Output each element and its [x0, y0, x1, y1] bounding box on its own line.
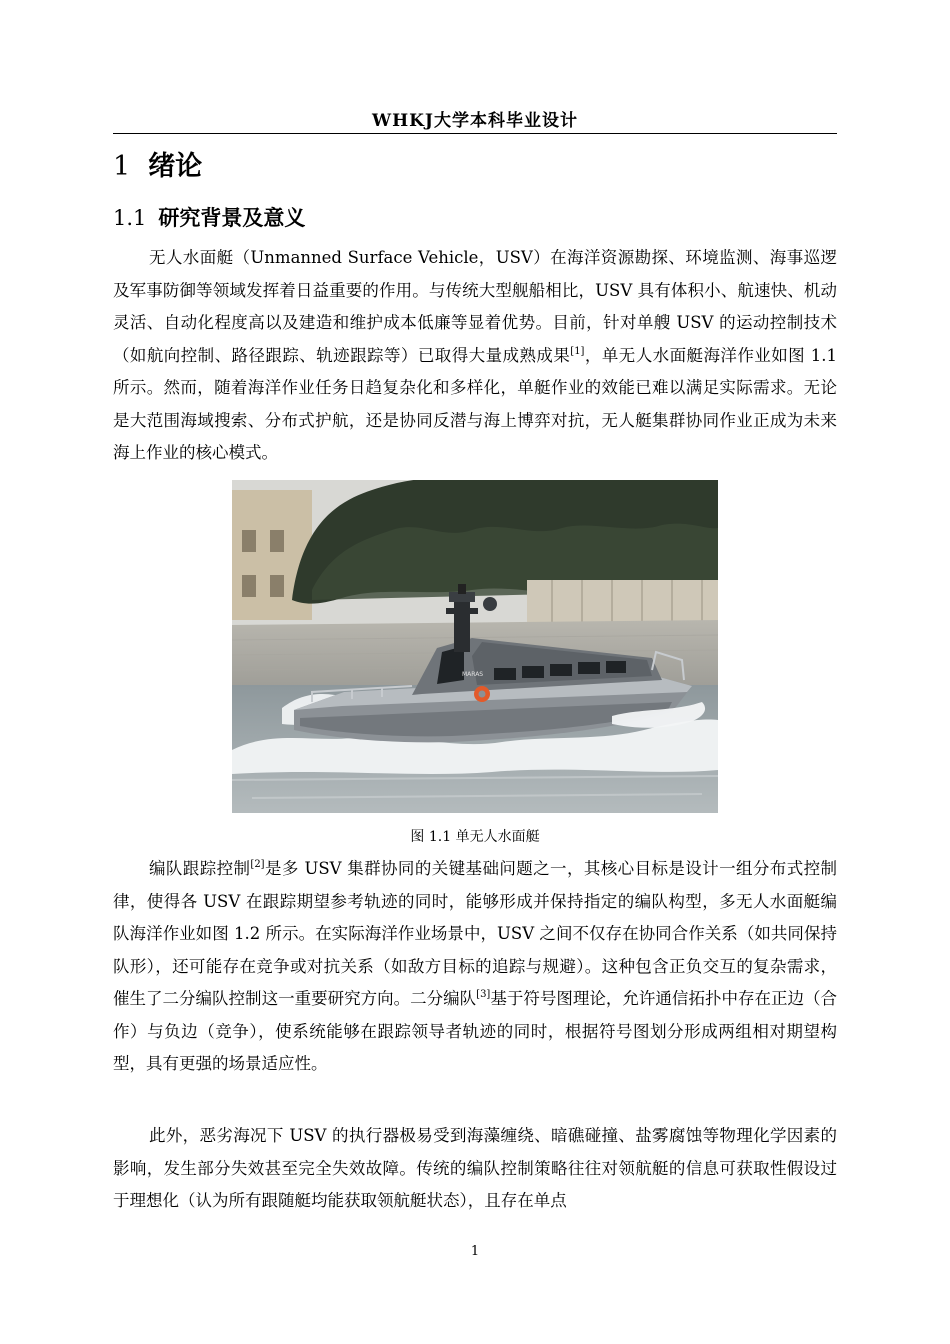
citation-ref[interactable]: [3]	[476, 989, 491, 1000]
section-title: 研究背景及意义	[158, 206, 306, 230]
chapter-number: 1	[113, 151, 131, 182]
usv-photo	[232, 480, 718, 813]
chapter-title: 绪论	[148, 151, 203, 182]
header-rule	[113, 133, 837, 134]
photo-wall	[527, 580, 718, 624]
chapter-heading	[113, 144, 202, 183]
photo-boat-mast	[454, 600, 470, 652]
paragraph-text: 基于符号图理论，允许通信拓扑中存在正边（合作）与负边（竞争），使系统能够在跟踪领导者轨迹的同时，根据符号图划分形成两组相对期望构型，具有更强的场景适应性。	[113, 989, 838, 1073]
paragraph-text: 无人水面艇（Unmanned Surface Vehicle，USV）在海洋资源勘探、环境监测、海事巡逻及军事防御等领域发挥着日益重要的作用。与传统大型舰船相比，USV 具有体积小、航速快、机动灵活、自动化程度高以及建造和维护成本低廉等显着优势。目前，针对单艘 USV 的运动控制技术（如航向控制、路径跟踪、轨迹跟踪等）已取得大量成熟成果	[113, 248, 837, 365]
paragraph-text: ，单无人水面艇海洋作业如图 1.1 所示。然而，随着海洋作业任务日趋复杂化和多样化，单艇作业的效能已难以满足实际需求。无论是大范围海域搜索、分布式护航，还是协同反潜与海上博弈对抗，无人艇集群协同作业正成为未来海上作业的核心模式。	[113, 345, 838, 462]
section-heading	[113, 202, 305, 232]
photo-hull-marking: MARAS	[462, 671, 484, 678]
page-number: 1	[470, 1244, 480, 1259]
page-header: WHKJ大学本科毕业设计	[372, 111, 578, 131]
paragraph-faults: 此外，恶劣海况下 USV 的执行器极易受到海藻缠绕、暗礁碰撞、盐雾腐蚀等物理化学因素的影响，发生部分失效甚至完全失效故障。传统的编队控制策略往往对领航艇的信息可获取性假设过于理想化（认为所有跟随艇均能获取领航艇状态），且存在单点	[113, 1126, 837, 1210]
paragraph-text: 是多 USV 集群协同的关键基础问题之一，其核心目标是设计一组分布式控制律，使得各 USV 在跟踪期望参考轨迹的同时，能够形成并保持指定的编队构型，多无人水面艇编队海洋作业如图 1.2 所示。在实际海洋作业场景中，USV 之间不仅存在协同合作关系（如共同保持队形），还可能存在竞争或对抗关系（如敌方目标的追踪与规避）。这种包含正负交互的复杂需求，催生了二分编队控制这一重要研究方向。二分编队	[113, 859, 837, 1008]
paragraph-text: 编队跟踪控制	[149, 859, 251, 878]
section-number: 1.1	[113, 206, 147, 230]
paragraph-intro	[113, 242, 837, 470]
citation-ref[interactable]: [1]	[570, 345, 585, 357]
citation-ref[interactable]: [2]	[250, 859, 265, 870]
figure-caption: 图 1.1 单无人水面艇	[410, 829, 540, 845]
paragraph-formation	[113, 853, 837, 1081]
